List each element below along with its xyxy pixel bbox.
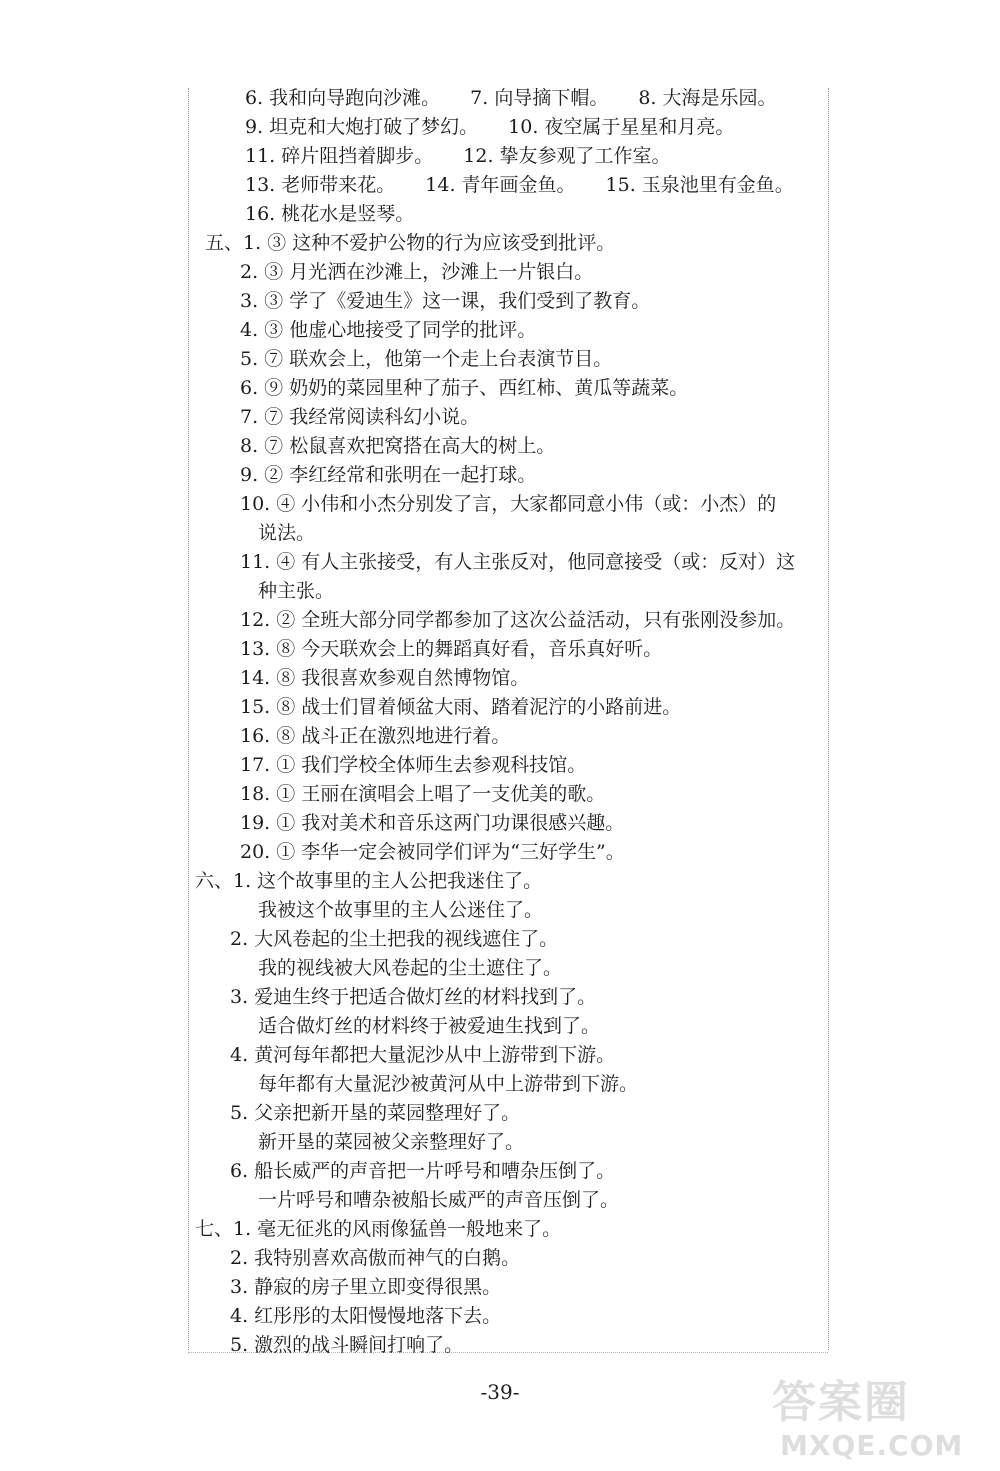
answer-segment: 8. 大海是乐园。 xyxy=(638,87,777,109)
answer-segment: 20. ① 李华一定会被同学们评为“三好学生”。 xyxy=(240,841,625,863)
answer-segment: 5. 父亲把新开垦的菜园整理好了。 xyxy=(230,1102,521,1124)
answer-line xyxy=(195,1215,569,1243)
answer-segment: 我的视线被大风卷起的尘土遮住了。 xyxy=(258,957,563,979)
answer-line xyxy=(258,954,570,982)
answer-segment: 六、1. 这个故事里的主人公把我迷住了。 xyxy=(195,870,543,892)
answer-line xyxy=(230,1273,509,1301)
answer-segment: 12. ② 全班大部分同学都参加了这次公益活动，只有张刚没参加。 xyxy=(240,609,796,631)
answer-line xyxy=(245,171,802,199)
answer-segment: 3. ③ 学了《爱迪生》这一课，我们受到了教育。 xyxy=(240,290,651,312)
answer-segment: 4. 红彤彤的太阳慢慢地落下去。 xyxy=(230,1305,502,1327)
answer-line xyxy=(230,1302,509,1330)
answer-line xyxy=(240,548,803,576)
answer-segment: 15. 玉泉池里有金鱼。 xyxy=(605,174,794,196)
answer-segment: 6. ⑨ 奶奶的菜园里种了茄子、西红柿、黄瓜等蔬菜。 xyxy=(240,377,689,399)
answer-segment: 7. ⑦ 我经常阅读科幻小说。 xyxy=(240,406,480,428)
answer-segment: 15. ⑧ 战士们冒着倾盆大雨、踏着泥泞的小路前进。 xyxy=(240,696,682,718)
answer-line xyxy=(230,1244,528,1272)
answer-segment: 种主张。 xyxy=(258,580,335,602)
answer-segment: 10. 夜空属于星星和月亮。 xyxy=(508,116,735,138)
answer-segment: 9. ② 李红经常和张明在一起打球。 xyxy=(240,464,537,486)
answer-segment: 我被这个故事里的主人公迷住了。 xyxy=(258,899,544,921)
answer-line xyxy=(230,1331,471,1359)
answer-line xyxy=(205,229,623,257)
watermark-logo xyxy=(772,1378,992,1466)
answer-line xyxy=(245,113,742,141)
answer-segment: 9. 坦克和大炮打破了梦幻。 xyxy=(245,116,479,138)
answer-line xyxy=(240,316,544,344)
answer-segment: 8. ⑦ 松鼠喜欢把窝搭在高大的树上。 xyxy=(240,435,556,457)
answer-segment: 13. ⑧ 今天联欢会上的舞蹈真好看，音乐真好听。 xyxy=(240,638,663,660)
answer-line xyxy=(240,258,601,286)
answer-segment: 3. 静寂的房子里立即变得很黑。 xyxy=(230,1276,502,1298)
watermark-brand: 答案圈 xyxy=(772,1377,910,1428)
answer-segment: 一片呼号和嘈杂被船长威严的声音压倒了。 xyxy=(258,1189,620,1211)
answer-line xyxy=(258,1070,646,1098)
answer-segment: 新开垦的菜园被父亲整理好了。 xyxy=(258,1131,525,1153)
answer-segment: 3. 爱迪生终于把适合做灯丝的材料找到了。 xyxy=(230,986,597,1008)
answer-segment: 14. ⑧ 我很喜欢参观自然博物馆。 xyxy=(240,667,530,689)
answer-line xyxy=(245,142,679,170)
answer-segment: 19. ① 我对美术和音乐这两门功课很感兴趣。 xyxy=(240,812,625,834)
answer-segment: 6. 船长威严的声音把一片呼号和嘈杂压倒了。 xyxy=(230,1160,616,1182)
answer-segment: 17. ① 我们学校全体师生去参观科技馆。 xyxy=(240,754,587,776)
answer-line xyxy=(258,577,342,605)
answer-line xyxy=(240,693,689,721)
answer-line xyxy=(240,374,696,402)
right-margin-rule xyxy=(828,88,829,1350)
answer-line xyxy=(230,983,604,1011)
answer-segment: 16. ⑧ 战斗正在激烈地进行着。 xyxy=(240,725,511,747)
answer-line xyxy=(240,432,563,460)
answer-segment: 13. 老师带来花。 xyxy=(245,174,396,196)
answer-line xyxy=(245,84,785,112)
answer-segment: 5. 激烈的战斗瞬间打响了。 xyxy=(230,1334,464,1356)
answer-line xyxy=(230,1099,528,1127)
answer-line xyxy=(258,1186,627,1214)
answer-line xyxy=(240,287,658,315)
answer-segment: 10. ④ 小伟和小杰分别发了言，大家都同意小伟（或：小杰）的 xyxy=(240,493,777,515)
answer-line xyxy=(240,635,670,663)
answer-segment: 2. 大风卷起的尘土把我的视线遮住了。 xyxy=(230,928,559,950)
answer-line xyxy=(240,838,633,866)
answer-line xyxy=(245,200,422,228)
answer-line xyxy=(240,490,784,518)
answer-line xyxy=(240,722,518,750)
answer-line xyxy=(230,1041,623,1069)
answer-segment: 适合做灯丝的材料终于被爱迪生找到了。 xyxy=(258,1015,601,1037)
answer-segment: 11. ④ 有人主张接受，有人主张反对，他同意接受（或：反对）这 xyxy=(240,551,796,573)
answer-segment: 4. 黄河每年都把大量泥沙从中上游带到下游。 xyxy=(230,1044,616,1066)
answer-line xyxy=(195,867,550,895)
answer-line xyxy=(258,519,323,547)
answer-line xyxy=(240,403,487,431)
answer-line xyxy=(258,1128,532,1156)
answer-segment: 11. 碎片阻挡着脚步。 xyxy=(245,145,434,167)
answer-segment: 7. 向导摘下帽。 xyxy=(470,87,609,109)
answer-segment: 6. 我和向导跑向沙滩。 xyxy=(245,87,441,109)
answer-line xyxy=(240,751,594,779)
answer-line xyxy=(240,809,632,837)
answer-segment: 14. 青年画金鱼。 xyxy=(425,174,576,196)
answer-segment: 说法。 xyxy=(258,522,316,544)
answer-segment: 七、1. 毫无征兆的风雨像猛兽一般地来了。 xyxy=(195,1218,562,1240)
answer-line xyxy=(240,664,537,692)
answer-segment: 五、1. ③ 这种不爱护公物的行为应该受到批评。 xyxy=(205,232,616,254)
answer-line xyxy=(258,1012,608,1040)
answer-segment: 2. 我特别喜欢高傲而神气的白鹅。 xyxy=(230,1247,521,1269)
watermark-domain: MXQE.COM xyxy=(780,1429,964,1462)
answer-segment: 2. ③ 月光洒在沙滩上，沙滩上一片银白。 xyxy=(240,261,594,283)
answer-line xyxy=(230,925,566,953)
answer-line xyxy=(240,461,544,489)
answer-segment: 5. ⑦ 联欢会上，他第一个走上台表演节目。 xyxy=(240,348,613,370)
answer-line xyxy=(240,606,803,634)
left-margin-rule xyxy=(188,88,189,1350)
answer-line xyxy=(258,896,551,924)
answer-line xyxy=(240,780,613,808)
page-number: -39- xyxy=(480,1380,520,1404)
answer-segment: 每年都有大量泥沙被黄河从中上游带到下游。 xyxy=(258,1073,639,1095)
answer-segment: 16. 桃花水是竖琴。 xyxy=(245,203,415,225)
answer-line xyxy=(240,345,620,373)
answer-line xyxy=(230,1157,623,1185)
answer-segment: 18. ① 王丽在演唱会上唱了一支优美的歌。 xyxy=(240,783,606,805)
answer-segment: 4. ③ 他虚心地接受了同学的批评。 xyxy=(240,319,537,341)
answer-segment: 12. 挚友参观了工作室。 xyxy=(463,145,671,167)
